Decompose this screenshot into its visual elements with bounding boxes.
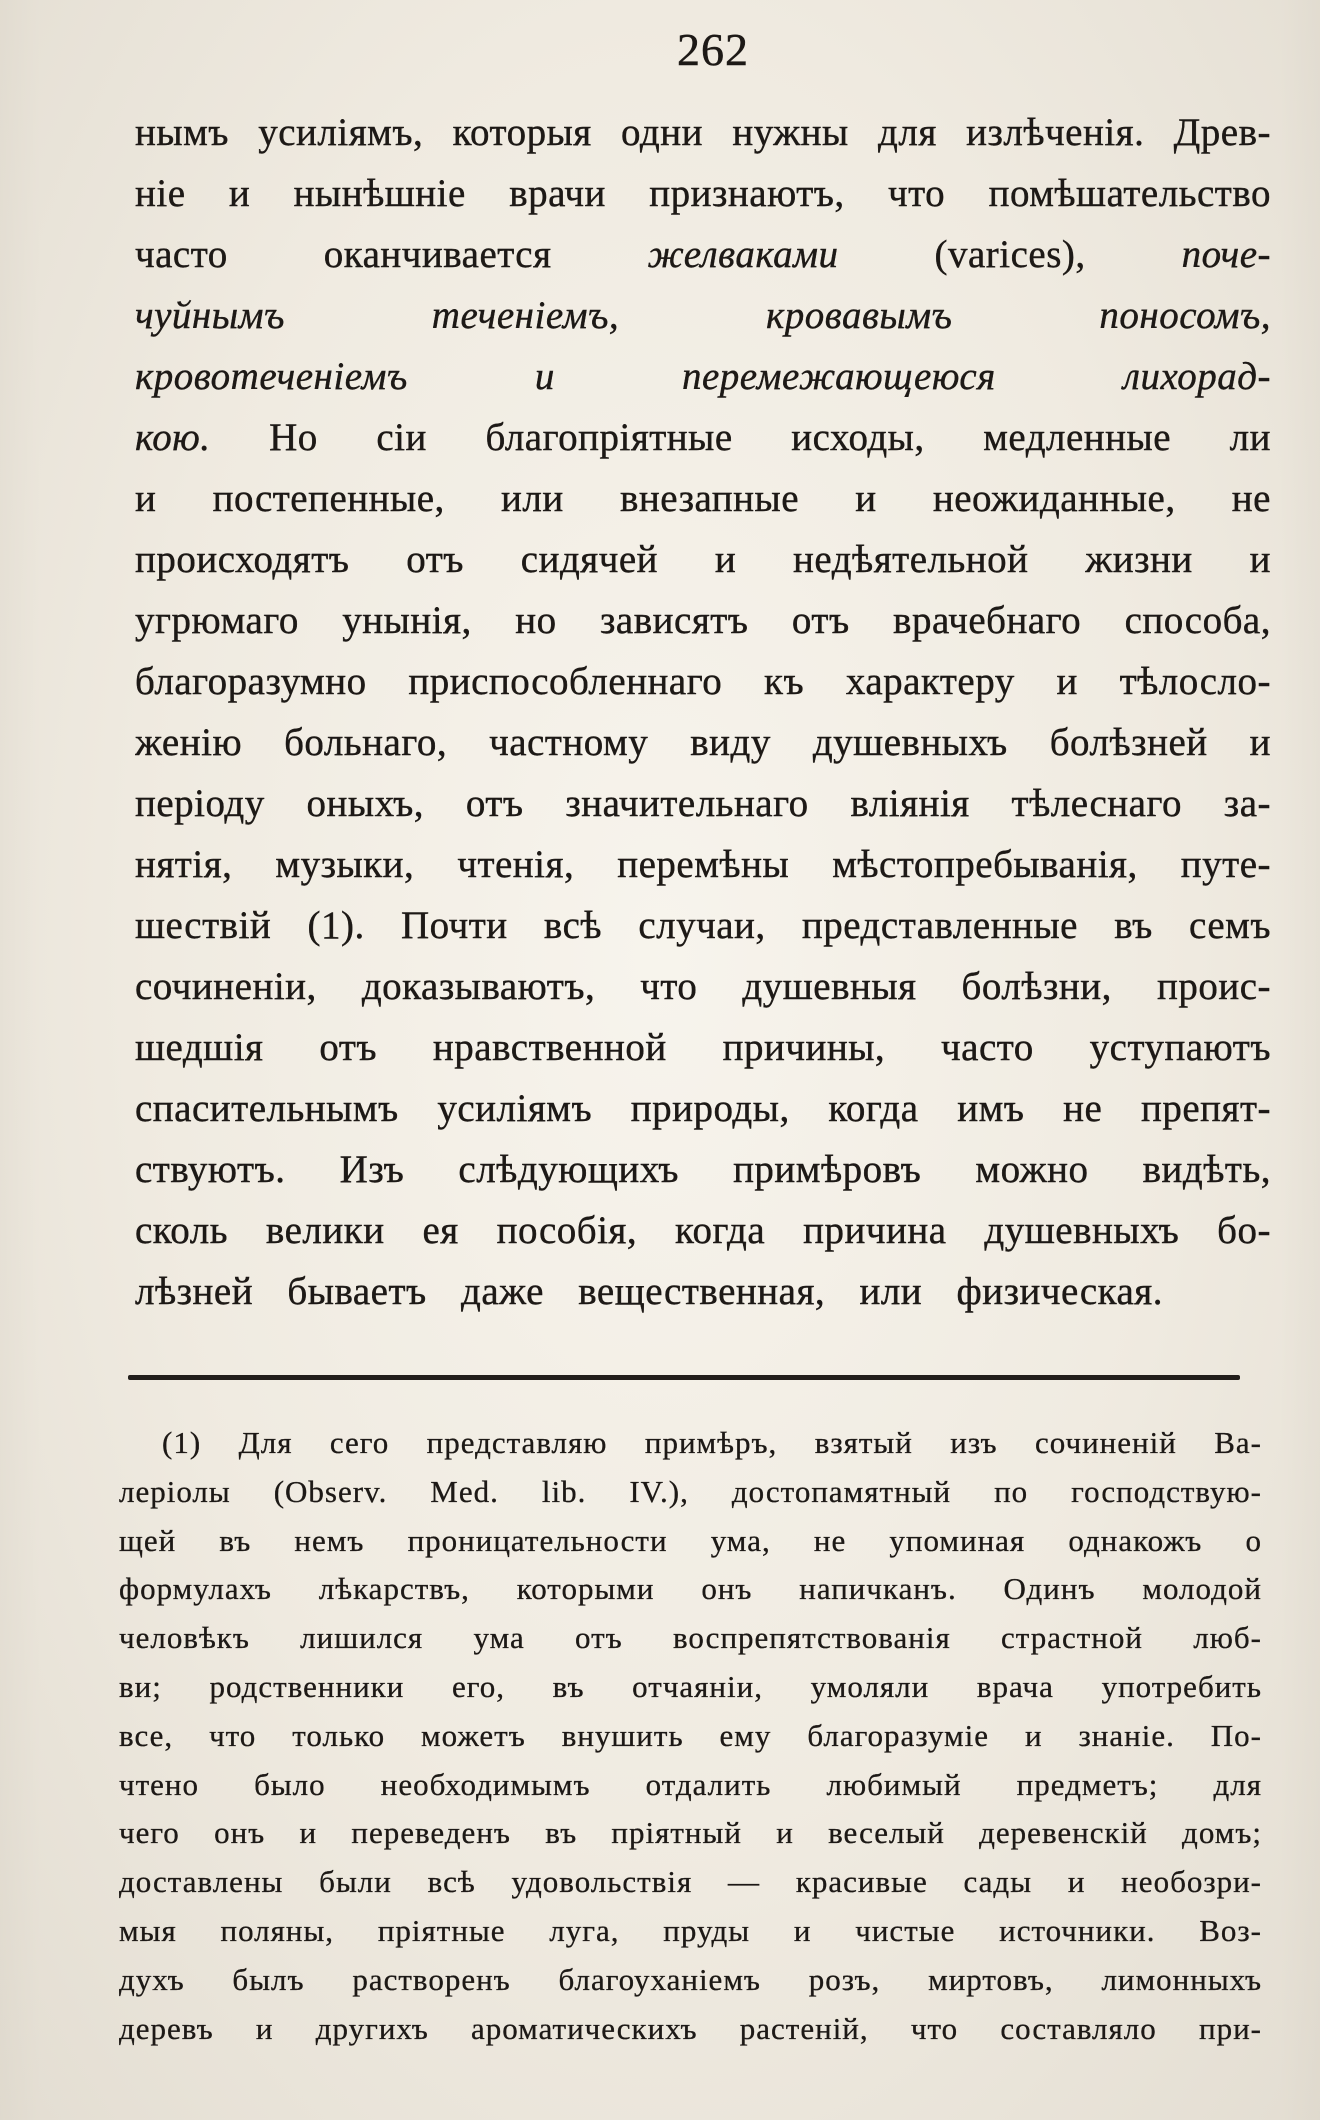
body-line-1 (135, 102, 1271, 163)
body-line-text: шествій (1). Почти всѣ случаи, представленные въ семъ (135, 904, 1271, 947)
body-line-5 (135, 346, 1271, 407)
body-italic-text: кровотеченіемъ и перемежающеюся лихорад- (135, 355, 1271, 398)
body-line-text: происходятъ отъ сидячей и недѣятельной жизни и (135, 538, 1271, 581)
body-line-20 (135, 1261, 1163, 1322)
body-line-text: ніе и нынѣшніе врачи признаютъ, что помѣшательство (135, 172, 1271, 215)
footnote-line-1: (1) Для сего представляю примѣръ, взятый изъ сочиненій Ва- (162, 1425, 1262, 1460)
body-line-text: (varices), (838, 233, 1182, 276)
body-line-text: шедшія отъ нравственной причины, часто уступаютъ (135, 1026, 1271, 1069)
body-line-16 (135, 1017, 1271, 1078)
footnote-line-4: формулахъ лѣкарствъ, которыми онъ напичканъ. Одинъ молодой (119, 1571, 1262, 1607)
body-italic-text: кою. (135, 416, 211, 459)
body-line-4 (135, 285, 1271, 346)
body-line-text: женію больнаго, частному виду душевныхъ болѣзней и (135, 721, 1271, 764)
footnote-line-2: леріолы (Observ. Med. lib. IV.), достопамятный по господствую- (119, 1473, 1262, 1509)
footnote-line-8: чтено было необходимымъ отдалить любимый предметъ; для (119, 1766, 1262, 1802)
body-line-text: часто оканчивается (135, 233, 648, 276)
body-line-13 (135, 834, 1271, 895)
body-line-8 (135, 529, 1271, 590)
body-line-text: нымъ усиліямъ, которыя одни нужны для излѣченія. Древ- (135, 111, 1271, 154)
body-line-text: спасительнымъ усиліямъ природы, когда имъ не препят- (135, 1087, 1271, 1130)
body-line-17 (135, 1078, 1271, 1139)
footnote-line-12: духъ былъ растворенъ благоуханіемъ розъ, миртовъ, лимонныхъ (119, 1961, 1262, 1997)
footnote-rule (128, 1375, 1240, 1380)
body-line-3 (135, 224, 1271, 285)
footnote-line-3: щей въ немъ проницательности ума, не упоминая однакожъ о (119, 1522, 1262, 1558)
footnote-line-7: все, что только можетъ внушить ему благоразуміе и знаніе. По- (119, 1717, 1262, 1753)
body-line-text: сочиненіи, доказываютъ, что душевныя болѣзни, проис- (135, 965, 1271, 1008)
body-italic-text: желваками (647, 233, 839, 276)
footnote-line-11: мыя поляны, пріятные луга, пруды и чистые источники. Воз- (119, 1912, 1262, 1948)
body-line-18 (135, 1139, 1271, 1200)
body-line-6 (135, 407, 1271, 468)
body-line-text: нятія, музыки, чтенія, перемѣны мѣстопребыванія, путе- (135, 843, 1271, 886)
body-line-text: Но сіи благопріятные исходы, медленные ли (210, 416, 1271, 459)
footnote-line-6: ви; родственники его, въ отчаяніи, умоляли врача употребить (119, 1668, 1262, 1704)
body-line-text: ствуютъ. Изъ слѣдующихъ примѣровъ можно видѣть, (135, 1148, 1271, 1191)
body-line-text: и постепенные, или внезапные и неожиданные, не (135, 477, 1271, 520)
body-line-text: благоразумно приспособленнаго къ характеру и тѣлосло- (135, 660, 1271, 703)
footnote-line-13: деревъ и другихъ ароматическихъ растеній, что составляло при- (119, 2010, 1262, 2046)
body-line-12 (135, 773, 1271, 834)
footnote-line-9: чего онъ и переведенъ въ пріятный и веселый деревенскій домъ; (119, 1815, 1262, 1851)
body-line-19 (135, 1200, 1271, 1261)
body-line-15 (135, 956, 1271, 1017)
page-number: 262 (677, 24, 749, 75)
body-line-text: угрюмаго унынія, но зависятъ отъ врачебнаго способа, (135, 599, 1271, 642)
body-line-9 (135, 590, 1271, 651)
footnote-line-10: доставлены были всѣ удовольствія — красивые сады и необозри- (119, 1864, 1262, 1900)
body-line-7 (135, 468, 1271, 529)
body-line-14 (135, 895, 1271, 956)
body-line-11 (135, 712, 1271, 773)
body-line-text: періоду оныхъ, отъ значительнаго вліянія тѣлеснаго за- (135, 782, 1271, 825)
footnote-line-5: человѣкъ лишился ума отъ воспрепятствованія страстной люб- (119, 1620, 1262, 1656)
body-text-block (135, 102, 1271, 1322)
body-line-2 (135, 163, 1271, 224)
body-line-10 (135, 651, 1271, 712)
body-italic-text: поче- (1181, 233, 1271, 276)
footnote-block (119, 1419, 1262, 2053)
body-line-text: сколь велики ея пособія, когда причина душевныхъ бо- (135, 1209, 1271, 1252)
body-line-text: лѣзней бываетъ даже вещественная, или физическая. (135, 1270, 1163, 1313)
body-italic-text: чуйнымъ теченіемъ, кровавымъ поносомъ, (135, 294, 1271, 337)
